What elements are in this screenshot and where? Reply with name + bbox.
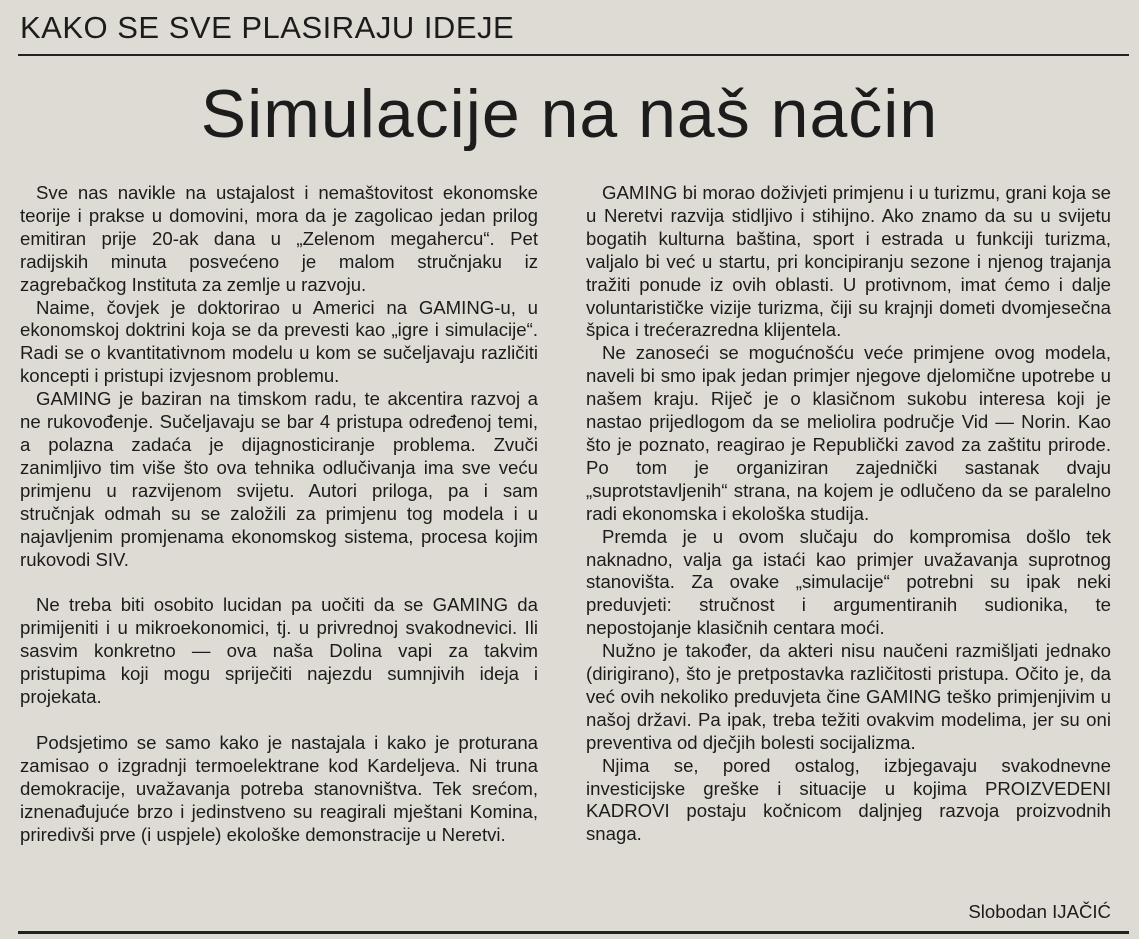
top-rule bbox=[18, 54, 1129, 56]
paragraph: GAMING bi morao doživjeti primjenu i u turizmu, grani koja se u Neretvi razvija stidljivo i stihijno. Ako znamo da su u svijetu bogatih kulturna baština, sport i estrada u funkciji turizma, valjalo bi već u startu, pri koncipiranju sezone i njenog trajanja tražiti ponude iz ovih oblasti. U protivnom, imat ćemo i dalje voluntarističke vizije turizma, čiji su krajnji dometi dvomjesečna špica i trećerazredna klijentela. bbox=[586, 182, 1111, 341]
article-headline: Simulacije na naš način bbox=[200, 76, 939, 152]
paragraph: GAMING je baziran na timskom radu, te akcentira razvoj a ne rukovođenje. Sučeljavaju se bar 4 pristupa određenoj temi, a polazna zadaća je dijagnosticiranje problema. Zvuči zanimljivo tim više što ova tehnika odlučivanja ima sve veću primjenu u razvijenom svijetu. Autori priloga, pa i sam stručnjak odmah su se založili za primjenu tog modela i u najavljenim promjenama ekonomskog sistema, procesa kojim rukovodi SIV. bbox=[20, 388, 538, 570]
paragraph: Podsjetimo se samo kako je nastajala i kako je proturana zamisao o izgradnji termoelektrane kod Kardeljeva. Ni truna demokracije, uvažavanja potreba stanovništva. Tek srećom, iznenađujuće brzo i jedinstveno su reagirali mještani Komina, priredivši prve (i uspjele) ekološke demonstracije u Neretvi. bbox=[20, 731, 538, 845]
paragraph: Ne treba biti osobito lucidan pa uočiti da se GAMING da primijeniti i u mikroekonomici, tj. u privrednoj svakodnevici. Ili sasvim konkretno — ova naša Dolina vapi za takvim pristupima koji mogu spriječiti najezdu sumnjivih ideja i projekata. bbox=[20, 594, 538, 708]
paragraph: Ne zanoseći se mogućnošću veće primjene ovog modela, naveli bi smo ipak jedan primjer njegove djelomične upotrebe u našem kraju. Riječ je o klasičnom sukobu interesa koji je nastao prijedlogom da se meliolira područje Vid — Norin. Kao što je poznato, reagirao je Republički zavod za zaštitu prirode. Po tom je organiziran zajednički sastanak dvaju „suprotstavljenih“ strana, na kojem je odlučeno da se paralelno radi ekonomska i ekološka studija. bbox=[586, 342, 1111, 524]
left-column bbox=[20, 182, 538, 846]
bottom-rule bbox=[18, 931, 1129, 934]
author-byline: Slobodan IJAČIĆ bbox=[968, 901, 1111, 922]
paragraph: Nužno je također, da akteri nisu naučeni razmišljati jednako (dirigirano), što je pretpostavka različitosti pristupa. Očito je, da već ovih nekoliko preduvjeta čine GAMING teško primjenjivim u našoj državi. Pa ipak, treba težiti ovakvim modelima, jer su oni preventiva od dječjih bolesti socijalizma. bbox=[586, 640, 1111, 753]
section-kicker: KAKO SE SVE PLASIRAJU IDEJE bbox=[20, 10, 515, 45]
paragraph: Naime, čovjek je doktorirao u Americi na GAMING-u, u ekonomskoj doktrini koja se da prevesti kao „igre i simulacije“. Radi se o kvantitativnom modelu u kom se sučeljavaju različiti koncepti i pristupi izvjesnom problemu. bbox=[20, 296, 538, 387]
paragraph: Premda je u ovom slučaju do kompromisa došlo tek naknadno, valja ga istaći kao primjer uvažavanja suprotnog stanovišta. Za ovake „simulacije“ potrebni su ipak neki preduvjeti: stručnost i argumentiranih sudionika, te nepostojanje klasičnih centara moći. bbox=[586, 525, 1111, 639]
paragraph: Njima se, pored ostalog, izbjegavaju svakodnevne investicijske greške i situacije u kojima PROIZVEDENI KADROVI postaju kočnicom daljnjeg razvoja proizvodnih snaga. bbox=[586, 754, 1111, 845]
right-column bbox=[586, 182, 1111, 846]
paragraph: Sve nas navikle na ustajalost i nemaštovitost ekonomske teorije i prakse u domovini, mora da je zagolicao jedan prilog emitiran prije 20-ak dana u „Zelenom megahercu“. Pet radijskih minuta posvećeno je malom stručnjaku iz zagrebačkog Instituta za zemlje u razvoju. bbox=[20, 182, 538, 295]
